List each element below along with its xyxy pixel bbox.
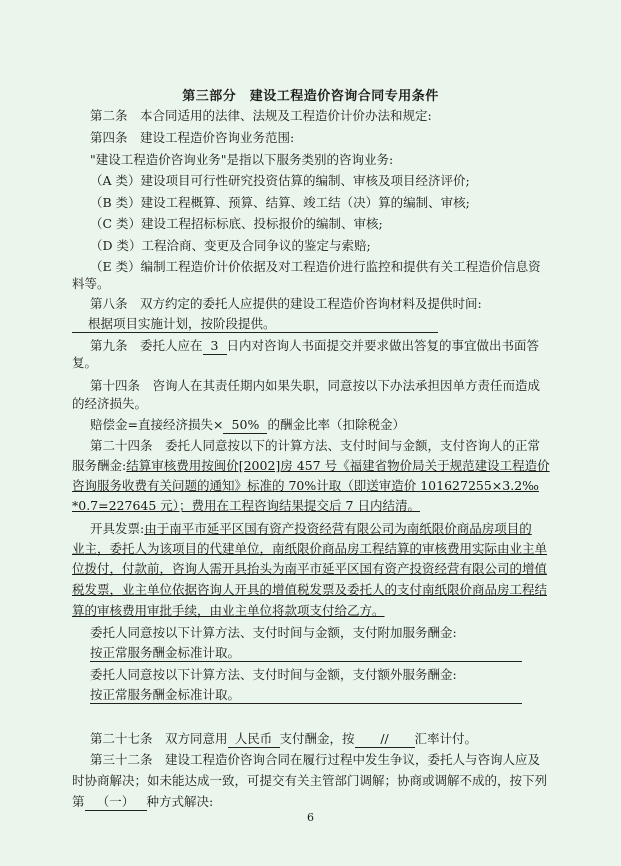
clause-2: 第二条 本合同适用的法律、法规及工程造价计价办法和规定: bbox=[90, 108, 432, 123]
category-e: （E 类）编制工程造价计价依据及对工程造价进行监控和提供有关工程造价信息资 bbox=[90, 259, 541, 274]
category-b: （B 类）建设工程概算、预算、结算、竣工结（决）算的编制、审核; bbox=[90, 195, 470, 210]
category-c: （C 类）建设工程招标标底、投标报价的编制、审核; bbox=[90, 216, 383, 231]
clause-32: 第三十二条 建设工程造价咨询合同在履行过程中发生争议，委托人与咨询人应及 bbox=[90, 752, 541, 767]
clause-9-text-a: 第九条 委托人应在 bbox=[90, 338, 203, 353]
invoice-text-a: 由于南平市延平区国有资产投资经营有限公司为南纸限价商品房项目的 bbox=[144, 521, 532, 536]
clause-9-text-b: 日内对咨询人书面提交并要求做出答复的事宜做出书面答 bbox=[226, 338, 540, 353]
clause-32-text-b: 种方式解决: bbox=[146, 794, 214, 809]
invoice-line bbox=[90, 521, 532, 537]
clause-24-label: 服务酬金: bbox=[72, 458, 127, 473]
clause-24-cont bbox=[72, 458, 550, 474]
clause-32-text-a: 第 bbox=[72, 794, 85, 809]
additional-fee-value: 按正常服务酬金标准计取。 bbox=[90, 645, 522, 662]
category-e-cont: 料等。 bbox=[72, 276, 110, 291]
invoice-text-d: 税发票，业主单位依据咨询人开具的增值税发票及委托人的支付南纸限价商品房工程结 bbox=[72, 582, 548, 597]
additional-fee-clause: 委托人同意按以下计算方法、支付时间与金额，支付附加服务酬金: bbox=[90, 625, 457, 640]
page-title: 第三部分 建设工程造价咨询合同专用条件 bbox=[182, 89, 439, 104]
extra-fee-answer bbox=[90, 687, 522, 704]
invoice-text-b: 业主，委托人为该项目的代建单位，南纸限价商品房工程结算的审核费用实际由业主单 bbox=[72, 541, 548, 556]
clause-8-answer bbox=[72, 316, 438, 333]
clause-27 bbox=[90, 731, 477, 748]
compensation-text-b: 的酬金比率（扣除税金） bbox=[267, 417, 405, 432]
clause-27-text-c: 汇率计付。 bbox=[414, 731, 478, 746]
clause-24-fee-b: 咨询服务收费有关问题的通知》标准的 70%计取（即送审造价 101627255×3.2‰ bbox=[72, 478, 539, 493]
extra-fee-clause: 委托人同意按以下计算方法、支付时间与金额，支付额外服务酬金: bbox=[90, 667, 457, 682]
clause-32-method bbox=[72, 794, 213, 811]
extra-fee-value: 按正常服务酬金标准计取。 bbox=[90, 687, 522, 704]
clause-9-cont: 复。 bbox=[72, 355, 98, 370]
clause-9 bbox=[90, 338, 539, 355]
invoice-text-e: 算的审核费用审批手续，由业主单位将款项支付给乙方。 bbox=[72, 603, 385, 618]
clause-9-days: 3 bbox=[203, 338, 227, 355]
clause-24: 第二十四条 委托人同意按以下的计算方法、支付时间与金额，支付咨询人的正常 bbox=[90, 438, 541, 453]
compensation-text-a: 赔偿金=直接经济损失× bbox=[90, 417, 224, 432]
clause-27-text-b: 支付酬金，按 bbox=[279, 731, 355, 746]
compensation-rate: 50% bbox=[223, 417, 267, 434]
clause-14-cont: 的经济损失。 bbox=[72, 396, 148, 411]
clause-27-text-a: 第二十七条 双方同意用 bbox=[90, 731, 228, 746]
clause-27-rate: // bbox=[355, 731, 415, 748]
clause-32-method-value: （一） bbox=[85, 794, 147, 811]
invoice-text-c: 位拨付，付款前，咨询人需开具抬头为南平市延平区国有资产投资经营有限公司的增值 bbox=[72, 561, 548, 576]
clause-24-fee-a: 结算审核费用按闽价[2002]房 457 号《福建省物价局关于规范建设工程造价 bbox=[126, 458, 550, 473]
clause-8: 第八条 双方约定的委托人应提供的建设工程造价咨询材料及提供时间: bbox=[90, 296, 482, 311]
invoice-label: 开具发票: bbox=[90, 521, 145, 536]
additional-fee-answer bbox=[90, 645, 522, 662]
clause-8-value: 根据项目实施计划，按阶段提供。 bbox=[72, 316, 438, 333]
category-a: （A 类）建设项目可行性研究投资估算的编制、审核及项目经济评价; bbox=[90, 173, 470, 188]
clause-14: 第十四条 咨询人在其责任期内如果失职，同意按以下办法承担因单方责任而造成 bbox=[90, 378, 541, 393]
compensation-line bbox=[90, 417, 405, 434]
clause-32-cont: 时协商解决；如未能达成一致，可提交有关主管部门调解；协商或调解不成的，按下列 bbox=[72, 773, 548, 788]
clause-27-currency: 人民币 bbox=[228, 731, 280, 748]
page-number: 6 bbox=[307, 811, 314, 824]
category-d: （D 类）工程洽商、变更及合同争议的鉴定与索赔; bbox=[90, 238, 371, 253]
clause-24-fee-c: *0.7=227645 元）；费用在工程咨询结果提交后 7 日内结清。 bbox=[72, 498, 420, 513]
clause-4: 第四条 建设工程造价咨询业务范围: bbox=[90, 130, 295, 145]
service-definition: "建设工程造价咨询业务"是指以下服务类别的咨询业务: bbox=[90, 152, 394, 167]
